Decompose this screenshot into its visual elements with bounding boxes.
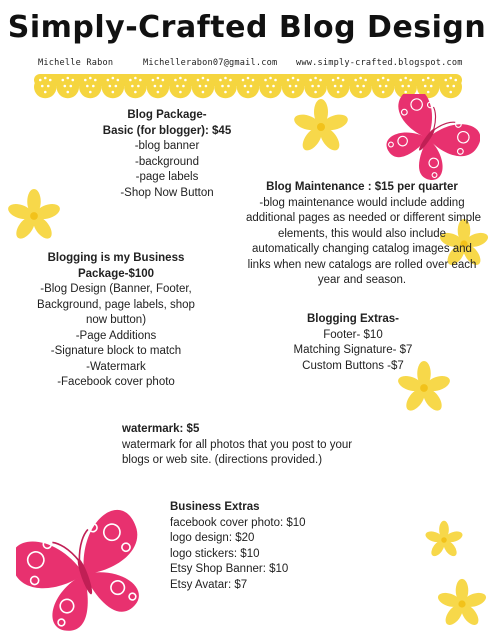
business-extras — [170, 500, 370, 593]
maintenance-line: year and season. — [317, 274, 407, 286]
list-item: facebook cover photo: $10 — [170, 516, 306, 529]
watermark-section — [122, 422, 412, 469]
list-item: -page labels — [135, 171, 199, 183]
list-item: -Page Additions — [75, 329, 157, 342]
basic-package-heading: Blog Package- — [127, 109, 207, 121]
contact-website[interactable]: www.simply-crafted.blogspot.com — [296, 58, 463, 68]
list-item: Footer- $10 — [323, 328, 383, 341]
watermark-heading: watermark: $5 — [122, 423, 200, 435]
maintenance-line: links when new catalogs are rolled over each — [247, 258, 477, 271]
list-item: Etsy Shop Banner: $10 — [170, 563, 289, 575]
basic-package — [72, 108, 262, 201]
basic-package-price: Basic (for blogger): $45 — [102, 124, 232, 137]
list-item: Matching Signature- $7 — [293, 344, 413, 356]
business-package — [14, 251, 218, 391]
page-title: Simply-Crafted Blog Design — [7, 10, 487, 45]
list-item: Etsy Avatar: $7 — [170, 578, 248, 591]
list-item: -blog banner — [134, 140, 200, 152]
contact-email[interactable]: Michellerabon07@gmail.com — [143, 58, 278, 68]
maintenance-line: automatically changing catalog images and — [252, 243, 472, 255]
maintenance-line: -blog maintenance would include adding — [259, 196, 465, 209]
maintenance-line: elements, this would also include — [277, 227, 447, 240]
watermark-line: blogs or web site. (directions provided.) — [122, 454, 323, 466]
list-item: now button) — [85, 314, 147, 326]
butterfly-icon — [16, 504, 152, 640]
blogging-extras — [268, 312, 438, 374]
contact-name: Michelle Rabon — [38, 58, 114, 68]
list-item: -Signature block to match — [50, 345, 182, 357]
maintenance-section — [246, 180, 482, 289]
business-extras-heading: Business Extras — [170, 501, 260, 513]
list-item: -Facebook cover photo — [57, 376, 175, 388]
maintenance-line: additional pages as needed or different simple — [246, 212, 482, 224]
business-package-heading: Blogging is my Business — [47, 252, 185, 264]
list-item: -background — [135, 155, 199, 168]
business-package-price: Package-$100 — [77, 267, 155, 280]
list-item: -Watermark — [86, 360, 146, 373]
list-item: Custom Buttons -$7 — [302, 359, 404, 372]
flower-icon — [6, 188, 62, 244]
flower-icon — [292, 98, 350, 156]
butterfly-icon — [376, 94, 480, 180]
list-item: logo stickers: $10 — [170, 547, 260, 560]
list-item: -Blog Design (Banner, Footer, — [40, 283, 192, 295]
blogging-extras-heading: Blogging Extras- — [306, 313, 399, 325]
flower-icon — [424, 520, 464, 560]
list-item: Background, page labels, shop — [37, 298, 195, 311]
maintenance-heading: Blog Maintenance : $15 per quarter — [266, 181, 458, 193]
list-item: -Shop Now Button — [120, 186, 214, 199]
list-item: logo design: $20 — [170, 532, 255, 544]
flower-icon — [436, 578, 488, 630]
watermark-line: watermark for all photos that you post to your — [122, 438, 353, 451]
